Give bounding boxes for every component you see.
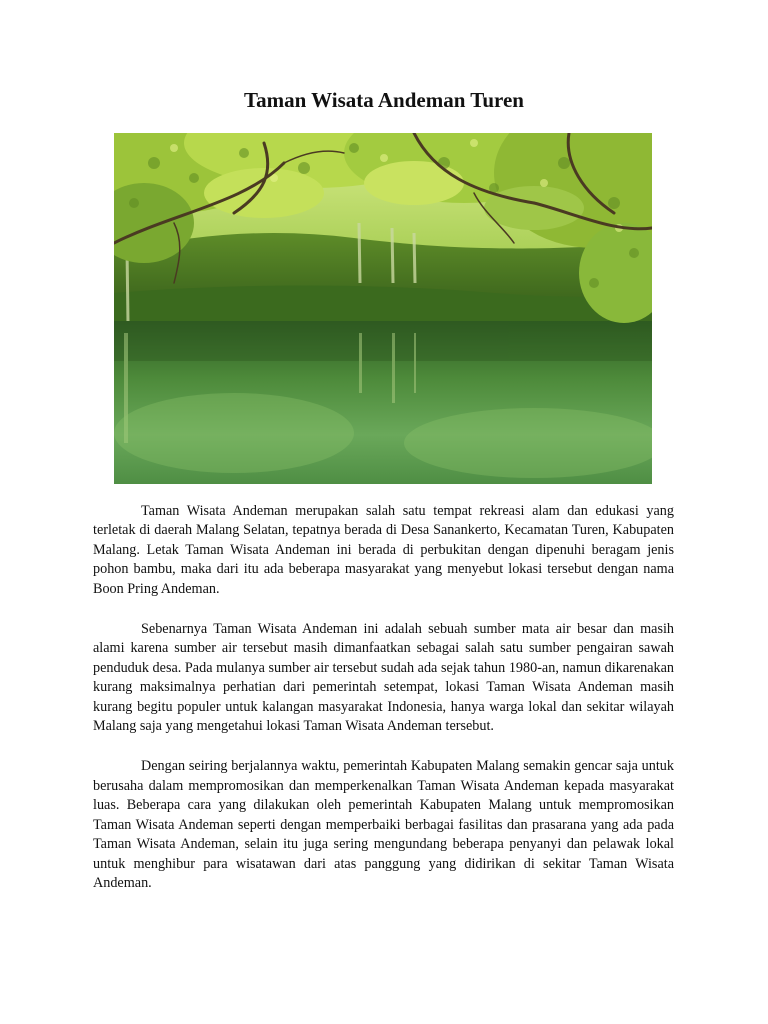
lake-photo	[114, 133, 652, 484]
paragraph-3: Dengan seiring berjalannya waktu, pemerintah Kabupaten Malang semakin gencar saja untuk berusaha dalam mempromosikan dan memperkenalkan Taman Wisata Andeman kepada masyarakat luas. Beberapa cara yang dilakukan oleh pemerintah Kabupaten Malang untuk mempromosikan Taman Wisata Andeman seperti dengan memperbaiki berbagai fasilitas dan prasarana yang ada pada Taman Wisata Andeman, selain itu juga sering mengundang beberapa penyanyi dan pelawak lokal untuk menghibur para wisatawan dari atas panggung yang didirikan di sekitar Taman Wisata Andeman.	[93, 758, 674, 891]
paragraph-1: Taman Wisata Andeman merupakan salah satu tempat rekreasi alam dan edukasi yang terletak di daerah Malang Selatan, tepatnya berada di Desa Sanankerto, Kecamatan Turen, Kabupaten Malang. Letak Taman Wisata Andeman ini berada di perbukitan dengan dipenuhi beragam jenis pohon bambu, maka dari itu ada beberapa masyarakat yang menyebut lokasi tersebut dengan nama Boon Pring Andeman.	[93, 503, 674, 597]
article-body	[93, 502, 674, 914]
document-title: Taman Wisata Andeman Turen	[244, 88, 524, 112]
lake-photo-illustration	[114, 133, 652, 484]
paragraph-2: Sebenarnya Taman Wisata Andeman ini adalah sebuah sumber mata air besar dan masih alami karena sumber air tersebut masih dimanfaatkan sebagai salah satu sumber pengairan sawah penduduk desa. Pada mulanya sumber air tersebut sudah ada sejak tahun 1980-an, namun dikarenakan kurang maksimalnya perhatian dari pemerintah setempat, lokasi Taman Wisata Andeman masih kurang begitu populer untuk kalangan masyarakat Indonesia, hanya warga lokal dan sekitar wilayah Malang saja yang mengetahui lokasi Taman Wisata Andeman tersebut.	[93, 621, 674, 735]
